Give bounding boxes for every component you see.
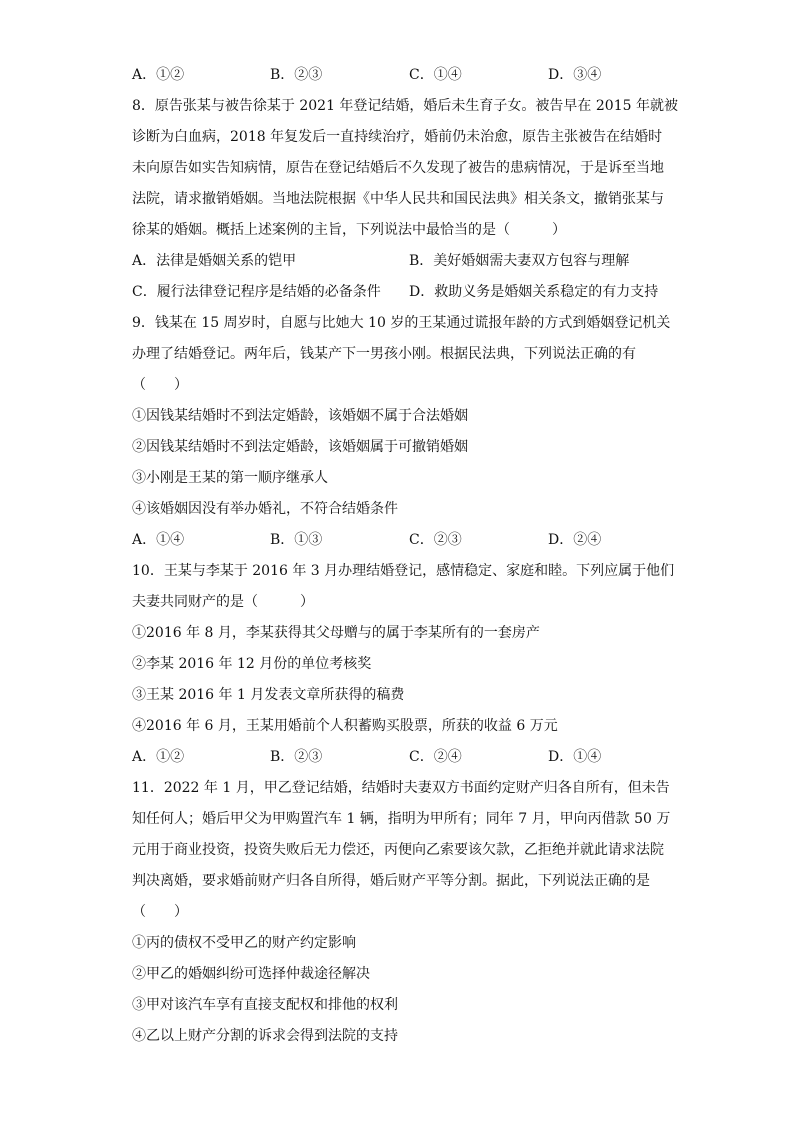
q10-statement: ③王某 2016 年 1 月发表文章所获得的稿费 (132, 687, 405, 703)
q11-statement: ④乙以上财产分割的诉求会得到法院的支持 (132, 1028, 398, 1044)
q8-options-row-2 (132, 277, 672, 308)
page-content (132, 60, 678, 1052)
q9-option-c[interactable]: C．②③ (409, 532, 462, 548)
q11-statement: ②甲乙的婚姻纠纷可选择仲裁途径解决 (132, 966, 370, 982)
q8-text-line: 徐某的婚姻。概括上述案例的主旨，下列说法中最恰当的是（ ） (132, 222, 566, 238)
q7-option-c[interactable]: C．①④ (409, 67, 462, 83)
q9-text-line: （ ） (132, 377, 188, 393)
q10-statement: ②李某 2016 年 12 月份的单位考核奖 (132, 656, 372, 672)
q10-statement: ④2016 年 6 月，王某用婚前个人积蓄购买股票，所获的收益 6 万元 (132, 718, 558, 734)
q9-options (132, 525, 672, 556)
q9-statement: ④该婚姻因没有举办婚礼，不符合结婚条件 (132, 501, 398, 517)
q8-text-line: 未向原告如实告知病情，原告在登记结婚后不久发现了被告的患病情况，于是诉至当地 (132, 160, 664, 176)
question-11 (132, 773, 672, 1052)
q9-statement: ③小刚是王某的第一顺序继承人 (132, 470, 328, 486)
q10-options (132, 742, 672, 773)
q7-option-a[interactable]: A．①② (132, 67, 185, 83)
q8-option-a[interactable]: A．法律是婚姻关系的铠甲 (132, 253, 297, 269)
q10-statement: ①2016 年 8 月，李某获得其父母赠与的属于李某所有的一套房产 (132, 625, 540, 641)
q10-text-line: 10．王某与李某于 2016 年 3 月办理结婚登记，感情稳定、家庭和睦。下列应属于他们 (132, 563, 675, 579)
q8-option-c[interactable]: C．履行法律登记程序是结婚的必备条件 (132, 284, 381, 300)
q10-option-a[interactable]: A．①② (132, 749, 185, 765)
q11-text-line: 11．2022 年 1 月，甲乙登记结婚，结婚时夫妻双方书面约定财产归各自所有，但未告 (132, 780, 670, 796)
q8-text-line: 法院，请求撤销婚姻。当地法院根据《中华人民共和国民法典》相关条文，撤销张某与 (132, 191, 664, 207)
q9-option-b[interactable]: B．①③ (270, 532, 323, 548)
q8-options-row-1 (132, 246, 672, 277)
question-8 (132, 91, 678, 308)
q9-text-line: 办理了结婚登记。两年后，钱某产下一男孩小刚。根据民法典，下列说法正确的有 (132, 346, 636, 362)
q8-text-line: 8．原告张某与被告徐某于 2021 年登记结婚，婚后未生育子女。被告早在 2015 年就被 (132, 98, 678, 114)
q10-option-c[interactable]: C．②④ (409, 749, 462, 765)
q7-option-b[interactable]: B．②③ (270, 67, 323, 83)
q10-text-line: 夫妻共同财产的是（ ） (132, 594, 314, 610)
q9-option-d[interactable]: D．②④ (548, 532, 602, 548)
q9-option-a[interactable]: A．①④ (132, 532, 185, 548)
q10-option-d[interactable]: D．①④ (548, 749, 602, 765)
q7-option-d[interactable]: D．③④ (548, 67, 602, 83)
q8-option-b[interactable]: B．美好婚姻需夫妻双方包容与理解 (409, 253, 630, 269)
q10-option-b[interactable]: B．②③ (270, 749, 323, 765)
question-10 (132, 556, 675, 773)
q11-statement: ③甲对该汽车享有直接支配权和排他的权利 (132, 997, 398, 1013)
q11-text-line: 元用于商业投资，投资失败后无力偿还，丙便向乙索要该欠款，乙拒绝并就此请求法院 (132, 842, 664, 858)
q9-statement: ②因钱某结婚时不到法定婚龄，该婚姻属于可撤销婚姻 (132, 439, 468, 455)
q9-statement: ①因钱某结婚时不到法定婚龄，该婚姻不属于合法婚姻 (132, 408, 468, 424)
q11-text-line: （ ） (132, 904, 188, 920)
q11-text-line: 知任何人；婚后甲父为甲购置汽车 1 辆，指明为甲所有；同年 7 月，甲向丙借款 50 万 (132, 811, 671, 827)
q8-option-d[interactable]: D．救助义务是婚姻关系稳定的有力支持 (409, 284, 659, 300)
q7-options (132, 60, 672, 91)
q11-statement: ①丙的债权不受甲乙的财产约定影响 (132, 935, 356, 951)
question-9 (132, 308, 672, 556)
q8-text-line: 诊断为白血病，2018 年复发后一直持续治疗，婚前仍未治愈，原告主张被告在结婚时 (132, 129, 663, 145)
q11-text-line: 判决离婚，要求婚前财产归各自所得，婚后财产平等分割。据此，下列说法正确的是 (132, 873, 650, 889)
q9-text-line: 9．钱某在 15 周岁时，自愿与比她大 10 岁的王某通过谎报年龄的方式到婚姻登记机关 (132, 315, 671, 331)
